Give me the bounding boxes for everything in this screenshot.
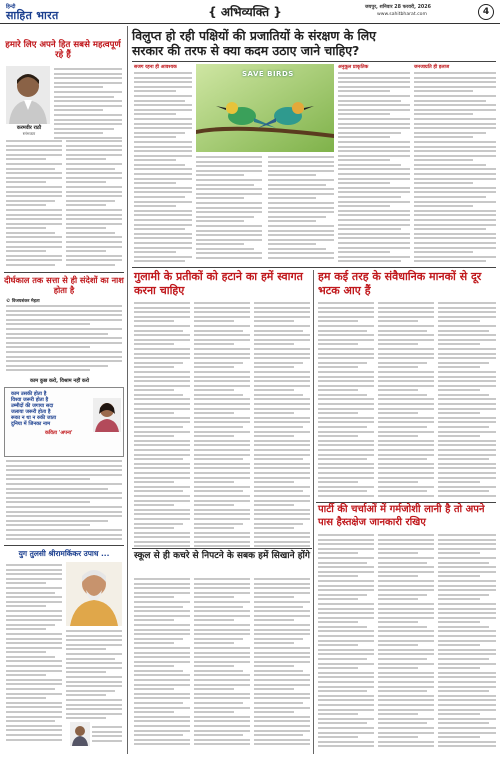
right-headline: हम कई तरह के संवैधानिक मानकों से दूर भटक आए हैं	[318, 270, 482, 297]
col-mid-separator	[313, 270, 314, 754]
brace-right-icon: }	[269, 5, 282, 19]
poem-line-4: जलाया जरूरी होता है	[11, 409, 51, 415]
left-story2-title: दीर्घकाल तक सत्ता से ही संदेशों का नाश होता है	[4, 275, 124, 295]
left-divider-2	[4, 545, 124, 546]
right-rule	[316, 502, 496, 503]
poem-line-6: दुनिया में जिनका नाम	[11, 421, 51, 427]
section-name: अभिव्यक्ति	[220, 5, 270, 19]
poem-line-1: काम उसकी होता है	[11, 391, 47, 397]
website: www.sahitbharat.com	[377, 12, 427, 17]
birds-image-caption: SAVE BIRDS	[242, 70, 294, 78]
left-bottom-text-b	[66, 630, 122, 720]
banner-col-d	[338, 72, 410, 264]
banner-sub3: जनजाग्रति ही इलाज	[414, 65, 450, 70]
right-party-text-c	[438, 534, 496, 748]
party-title: पार्टी की चर्चाओं में गर्मजोशी लानी है तो अपने पास हैस्तक्षेज जानकारी रखिए	[318, 504, 485, 528]
left-story2-byline: © विजयशंकर मेहता	[6, 299, 40, 304]
mid-story-title: स्कूल से ही कचरे से निपटने के सबक हमें सिखाने होंगे	[134, 551, 310, 561]
poet-photo	[93, 398, 121, 432]
author-photo	[6, 66, 50, 124]
mid-story-text-b	[194, 578, 250, 748]
banner-headline-line1: विलुप्त हो रही पक्षियों की प्रजातियों के संरक्षण के लिए	[132, 28, 376, 43]
banner-bottom-rule	[132, 267, 496, 268]
right-party-text-a	[318, 534, 374, 748]
masthead	[0, 0, 500, 24]
left-story-text-b	[6, 140, 62, 268]
mid-story-text-c	[254, 578, 310, 748]
banner-rule	[132, 61, 496, 62]
left-story-text-a	[54, 68, 122, 140]
author-role: स्तंभकार	[22, 131, 36, 136]
right-party-text-b	[378, 534, 434, 748]
right-col-a	[318, 302, 374, 500]
right-col-b	[378, 302, 434, 500]
left-story-title: हमारे लिए अपने हित सबसे महत्वपूर्ण रहे हैं	[5, 40, 121, 60]
mid-col-c	[254, 302, 310, 550]
banner-headline	[132, 28, 496, 58]
logo-small-text: हिन्दी	[6, 4, 16, 10]
newspaper-logo	[6, 4, 66, 22]
author-name: करमवीर राठौ	[16, 125, 42, 131]
author2-photo	[70, 722, 90, 746]
left-bottom-author-text	[92, 726, 122, 744]
saint-photo	[66, 562, 122, 626]
banner-sub1: सजग रहना ही आवश्यक	[134, 65, 177, 70]
poem-box	[4, 387, 124, 457]
left-divider-1	[4, 272, 124, 273]
banner-col-b	[196, 156, 262, 264]
banner-col-e	[414, 72, 496, 264]
poem-credit: कविता 'अपना'	[45, 430, 73, 436]
page-number-badge	[478, 4, 494, 20]
mid-rule	[132, 548, 312, 549]
brace-left-icon: {	[208, 5, 221, 19]
left-quotes-text	[6, 460, 122, 542]
poem-line-3: उम्मीदों की जगाया सदा	[11, 403, 54, 409]
col1-separator	[127, 26, 128, 754]
left-story-text-c	[66, 140, 122, 268]
mid-headline: गुलामी के प्रतीकों को हटाने का हमें स्वागत करना चाहिए	[134, 270, 303, 297]
left-story2-text	[6, 305, 122, 375]
dateline: जयपुर, शनिवार 28 फरवरी, 2026	[365, 5, 431, 10]
left-bottom-title: युग तुलसी श्रीरामकिंकर उपाध ...	[18, 549, 110, 558]
poem-line-5: रूका न था न रुकी जाता	[11, 415, 57, 421]
logo-brand-text: साहित भारत	[6, 9, 59, 22]
mid-story-text-a	[134, 578, 190, 748]
banner-headline-line2: सरकार की तरफ से क्या कदम उठाए जाने चाहिए?	[132, 43, 360, 58]
section-title	[180, 3, 310, 20]
mid-col-a	[134, 302, 190, 550]
quote-header: काम कुछ करो, विश्राम नहीं करो	[30, 378, 90, 384]
left-bottom-title-bar	[4, 547, 124, 560]
poem-line-2: विश्वा जरूरी होता है	[11, 397, 49, 403]
right-col-c	[438, 302, 496, 500]
left-bottom-text-a	[6, 564, 62, 744]
banner-col-c	[268, 156, 334, 264]
banner-col-a	[134, 72, 192, 264]
page-number: 4	[482, 7, 490, 17]
birds-image	[196, 64, 334, 152]
banner-sub2: अनुकूल प्राकृतिक	[338, 65, 369, 70]
mid-col-b	[194, 302, 250, 550]
